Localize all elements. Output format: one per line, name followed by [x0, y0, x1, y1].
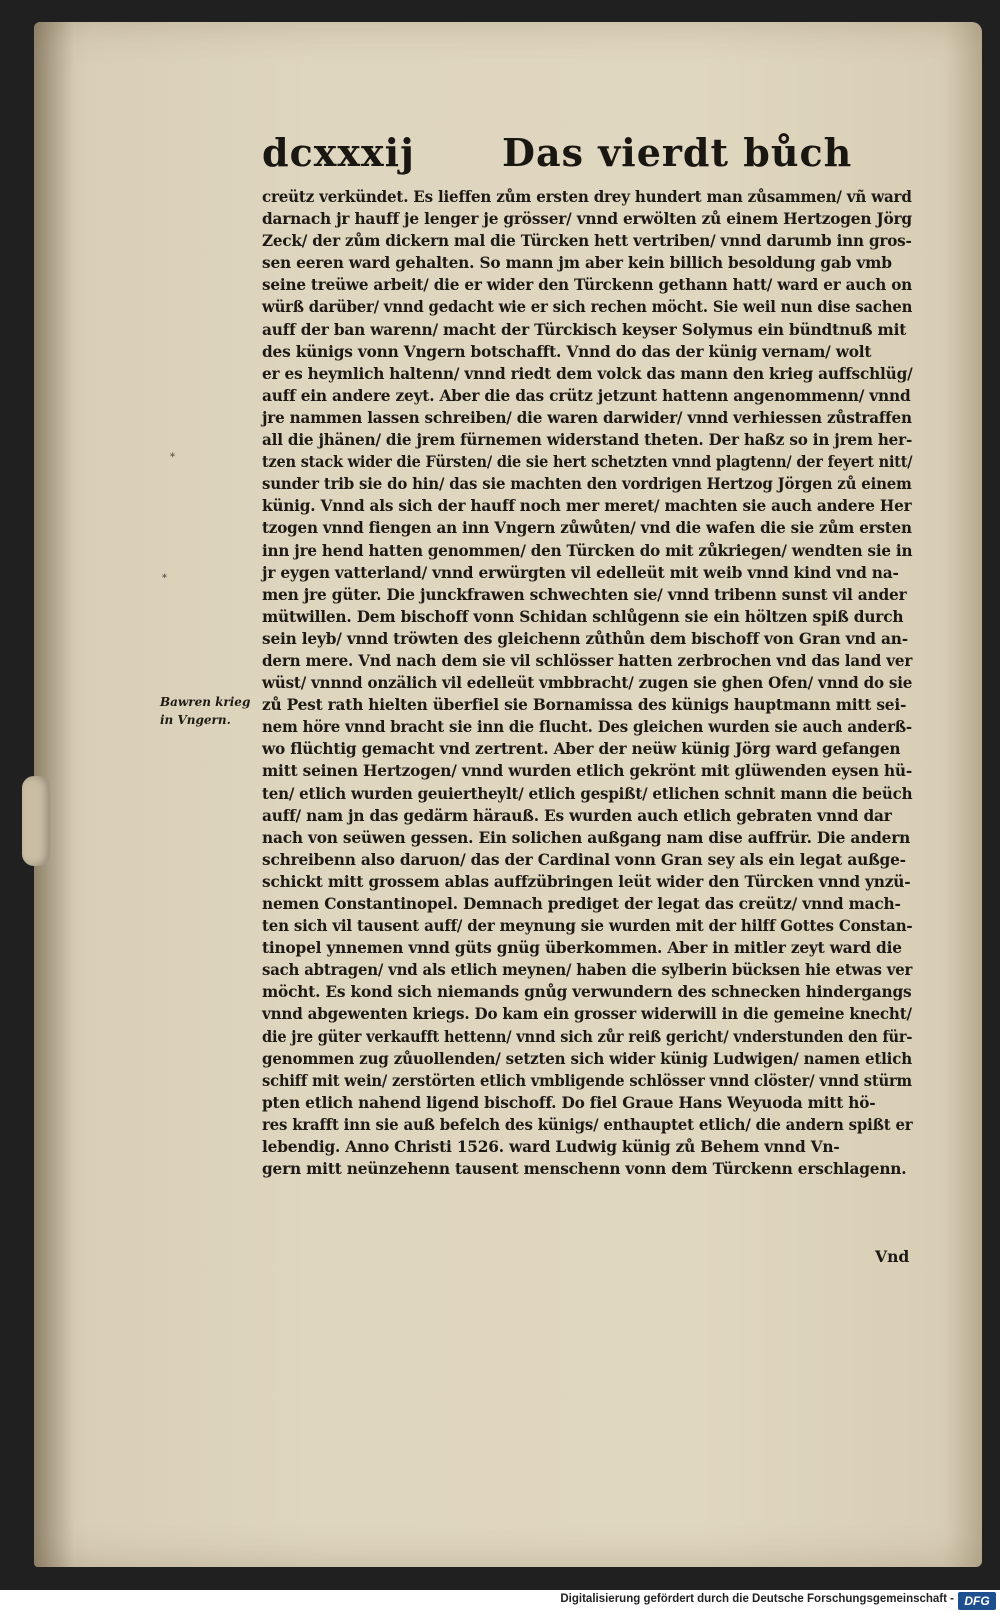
- text-line: zů Pest rath hielten überfiel sie Bornamissa des künigs hauptmann mitt sei-: [262, 695, 907, 715]
- marginal-note-line: Bawren krieg: [160, 695, 251, 709]
- folio-number: dcxxxij: [262, 130, 415, 175]
- dfg-logo-icon: DFG: [958, 1592, 996, 1610]
- text-line: men jre güter. Die junckfrawen schwechten sie/ vnnd tribenn sunst vil ander: [262, 584, 907, 604]
- text-line: des künigs vonn Vngern botschafft. Vnnd do das der künig vernam/ wolt: [262, 341, 872, 361]
- text-line: tinopel ynnemen vnnd güts gnüg überkommen. Aber in mitler zeyt ward die: [262, 938, 902, 958]
- text-line: pten etlich nahend ligend bischoff. Do fiel Graue Hans Weyuoda mitt hö-: [262, 1092, 876, 1112]
- text-line: ten sich vil tausent auff/ der meynung sie wurden mit der hilff Gottes Constan-: [262, 916, 913, 936]
- text-line: res krafft inn sie auß befelch des künigs/ enthauptet etlich/ die andern spißt er: [262, 1114, 913, 1134]
- text-line: nemen Constantinopel. Demnach prediget der legat das creütz/ vnnd mach-: [262, 894, 901, 913]
- text-line: genommen zug zůuollenden/ setzten sich wider künig Ludwigen/ namen etlich: [262, 1048, 912, 1068]
- text-line: möcht. Es kond sich niemands gnůg verwundern des schnecken hindergangs: [262, 982, 912, 1002]
- text-line: wüst/ vnnnd onzälich vil edelleüt vmbbracht/ zugen sie ghen Ofen/ vnnd do sie: [262, 673, 913, 693]
- text-line: mitt seinen Hertzogen/ vnnd wurden etlich gekrönt mit glüwenden eysen hü-: [262, 761, 913, 781]
- text-line: all die jhänen/ die jrem fürnemen widerstand theten. Der haßz so in jrem her-: [262, 430, 913, 450]
- text-line: vnnd abgewenten kriegs. Do kam ein grosser widerwill in die gemeine knecht/: [262, 1004, 912, 1024]
- margin-mark: *: [162, 573, 167, 584]
- text-line: jre nammen lassen schreiben/ die waren darwider/ vnnd verhiessen zůstraffen: [262, 407, 912, 427]
- text-line: nach von seüwen gessen. Ein solichen außgang nam dise auffrür. Die andern: [262, 827, 911, 847]
- text-line: auff ein andere zeyt. Aber die das crütz jetzunt hattenn angenommenn/ vnnd: [262, 385, 911, 405]
- text-line: creütz verkündet. Es lieffen zům ersten drey hundert man zůsammen/ vñ ward: [262, 187, 912, 206]
- body-text: [262, 186, 922, 1180]
- page-edge-tab: [22, 776, 50, 866]
- text-line: seine treüwe arbeit/ die er wider den Türckenn gethann hatt/ ward er auch on: [262, 275, 913, 295]
- text-line: auff/ nam jn das gedärm härauß. Es wurden auch etlich gebraten vnnd dar: [262, 805, 892, 825]
- text-line: die jre güter verkaufft hettenn/ vnnd sich zůr reiß gericht/ vnderstunden den für-: [262, 1026, 913, 1046]
- marginal-note-line: in Vngern.: [160, 713, 231, 727]
- text-line: jr eygen vatterland/ vnnd erwürgten vil edelleüt mit weib vnnd kind vnd na-: [262, 562, 899, 582]
- catchword: Vnd: [875, 1247, 910, 1266]
- text-line: inn jre hend hatten genommen/ den Türcken do mit zůkriegen/ wendten sie in: [262, 540, 913, 560]
- running-title: Das vierdt bůch: [502, 130, 853, 175]
- text-line: wo flüchtig gemacht vnd zertrent. Aber der neüw künig Jörg ward gefangen: [262, 739, 901, 759]
- margin-mark: *: [170, 452, 175, 463]
- text-line: schreibenn also daruon/ das der Cardinal vonn Gran sey als ein legat außge-: [262, 849, 906, 869]
- text-line: gern mitt neünzehenn tausent menschenn vonn dem Türckenn erschlagenn.: [262, 1159, 907, 1179]
- text-line: nem höre vnnd bracht sie inn die flucht. Des gleichen wurden sie auch anderß-: [262, 717, 912, 737]
- text-line: Zeck/ der zům dickern mal die Türcken hett vertriben/ vnnd darumb inn gros-: [262, 231, 912, 251]
- text-line: sunder trib sie do hin/ das sie machten den vordrigen Hertzog Jörgen zů einem: [262, 474, 912, 494]
- text-line: tzogen vnnd fiengen an inn Vngern zůwůten/ vnd die wafen die sie zům ersten: [262, 518, 912, 538]
- text-line: schiff mit wein/ zerstörten etlich vmbligende schlösser vnnd clöster/ vnnd stürm: [262, 1070, 912, 1090]
- text-line: sein leyb/ vnnd tröwten des gleichenn zůthůn dem bischoff von Gran vnd an-: [262, 628, 908, 648]
- text-line: tzen stack wider die Fürsten/ die sie hert schetzten vnnd plagtenn/ der feyert nitt/: [262, 452, 913, 472]
- footer-bar: [0, 1590, 1000, 1613]
- text-line: darnach jr hauff je lenger je grösser/ vnnd erwölten zů einem Hertzogen Jörg: [262, 209, 912, 229]
- text-line: schickt mitt grossem ablas auffzübringen leüt wider den Türcken vnnd ynzü-: [262, 871, 911, 891]
- footer-credit: Digitalisierung gefördert durch die Deutsche Forschungsgemeinschaft -: [560, 1593, 954, 1605]
- page-header: [262, 130, 912, 180]
- text-line: ten/ etlich wurden geuiertheylt/ etlich gespißt/ etlichen schnit mann die beüch: [262, 783, 913, 803]
- text-line: dern mere. Vnd nach dem sie vil schlösser hatten zerbrochen vnd das land ver: [262, 650, 913, 670]
- text-line: sach abtragen/ vnd als etlich meynen/ haben die sylberin bücksen hie etwas ver: [262, 960, 913, 980]
- text-line: künig. Vnnd als sich der hauff noch mer meret/ machten sie auch andere Her: [262, 496, 912, 516]
- marginal-note: [160, 693, 260, 729]
- text-line: auff der ban warenn/ macht der Türckisch keyser Solymus ein bündtnuß mit: [262, 319, 907, 339]
- text-line: sen eeren ward gehalten. So mann jm aber kein billich besoldung gab vmb: [262, 253, 892, 273]
- text-line: würß darüber/ vnnd gedacht wie er sich rechen möcht. Sie weil nun dise sachen: [262, 297, 913, 317]
- text-line: mütwillen. Dem bischoff vonn Schidan schlůgenn sie ein höltzen spiß durch: [262, 606, 904, 626]
- text-line: lebendig. Anno Christi 1526. ward Ludwig künig zů Behem vnnd Vn-: [262, 1137, 840, 1157]
- text-line: er es heymlich haltenn/ vnnd riedt dem volck das mann den krieg auffschlüg/: [262, 363, 913, 383]
